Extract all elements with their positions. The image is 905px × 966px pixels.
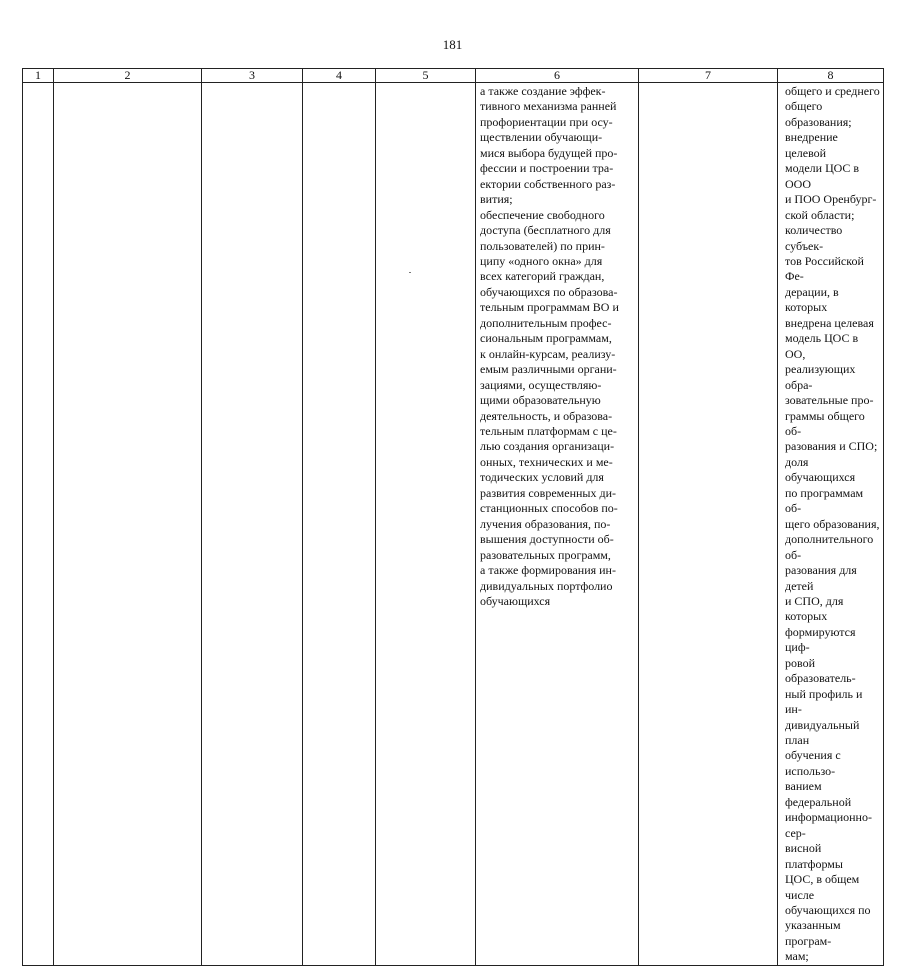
column-header-3: 3 xyxy=(202,69,303,83)
cell-col-1 xyxy=(23,83,54,966)
column-header-6: 6 xyxy=(476,69,639,83)
cell-col-3-text xyxy=(202,83,302,84)
cell-col-4-text xyxy=(303,83,375,84)
table-row xyxy=(23,83,884,966)
column-header-8: 8 xyxy=(778,69,884,83)
page-number: 181 xyxy=(442,37,463,52)
column-header-2: 2 xyxy=(54,69,202,83)
column-header-4: 4 xyxy=(303,69,376,83)
cell-col-6-text: а также создание эффек- тивного механизма ранней профориентации при осу- ществлении обучающи- мися выбора будущей про- фессии и построении тра- ектории собственного раз- вития; обеспечение свободного доступа (бесплатного для пользователей) по прин- ципу «одного окна» для всех категорий граждан, обучающихся по образова- тельным программам ВО и дополнительным профес- сиональным программам, к онлайн-курсам, реализу- емым различными органи- зациями, осуществляю- щими образовательную деятельность, и образова- тельным платформам с це- лью создания организаци- онных, технических и ме- тодических условий для развития современных ди- станционных способов по- лучения образования, по- вышения доступности об- разовательных программ, а также формирования ин- дивидуальных портфолио обучающихся xyxy=(480,84,619,608)
cell-col-8-text: общего и среднего общего образования; внедрение целевой модели ЦОС в ООО и ПОО Оренбург- ской области; количество субъек- тов Российской Фе- дерации, в которых внедрена целевая модель ЦОС в ОО, реализующих обра- зовательные про- граммы общего об- разования и СПО; доля обучающихся по программам об- щего образования, дополнительного об- разования для детей и СПО, для которых формируются циф- ровой образователь- ный профиль и ин- дивидуальный план обучения с использо- ванием федеральной информационно-сер- висной платформы ЦОС, в общем числе обучающихся по указанным програм- мам; xyxy=(785,84,880,964)
column-header-5: 5 xyxy=(376,69,476,83)
cell-col-1-text xyxy=(23,83,53,84)
cell-col-7-text xyxy=(639,83,777,84)
cell-col-3 xyxy=(202,83,303,966)
cell-col-8 xyxy=(778,83,884,966)
cell-col-2 xyxy=(54,83,202,966)
column-header-1: 1 xyxy=(23,69,54,83)
cell-col-2-text xyxy=(54,83,201,84)
cell-col-7 xyxy=(639,83,778,966)
document-table xyxy=(22,68,884,966)
column-number-row xyxy=(23,69,884,83)
cell-col-5-text xyxy=(376,83,475,84)
cell-col-5 xyxy=(376,83,476,966)
column-header-7: 7 xyxy=(639,69,778,83)
cell-col-4 xyxy=(303,83,376,966)
cell-col-6 xyxy=(476,83,639,966)
scan-speck xyxy=(409,272,411,273)
